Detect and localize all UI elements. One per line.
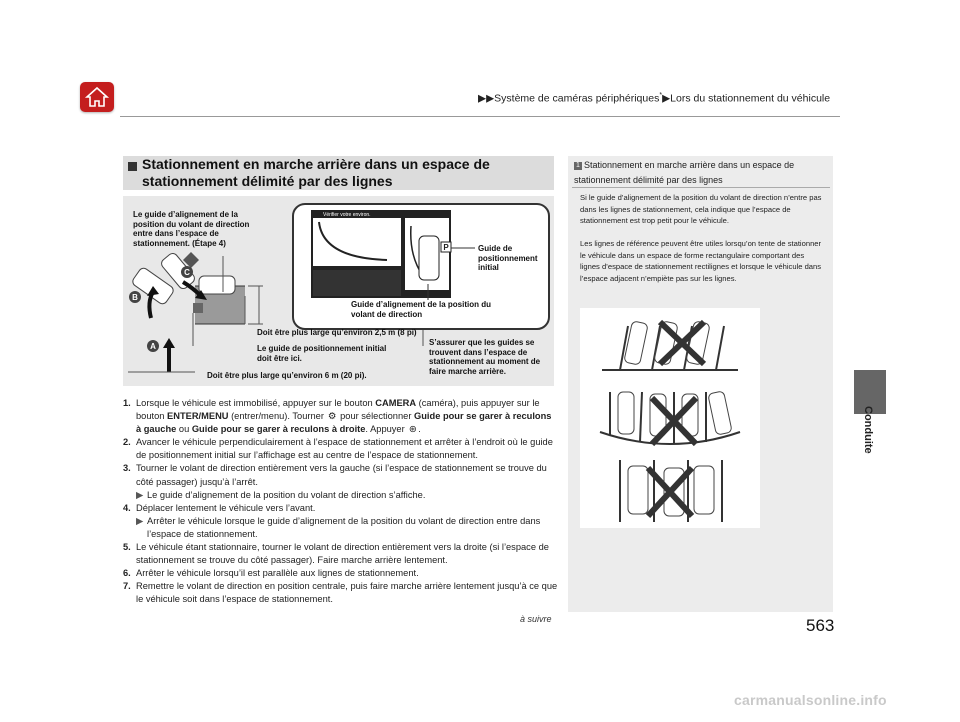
screen-caption: Vérifier votre environ. <box>323 212 371 218</box>
step-2: 2. Avancer le véhicule perpendiculairement à l’espace de stationnement et arrêter à l’endroit où le guide de positionnement initial sur l’affichage est au centre de l’espace de stationnement. <box>123 437 553 461</box>
press-selector-icon: ⊛ <box>408 424 417 435</box>
parking-diagram <box>123 196 554 386</box>
arrow-forward-icon <box>163 338 175 348</box>
label-initial-positioning-guide: Guide de positionnement initial <box>478 244 538 272</box>
breadcrumb-page: Lors du stationnement du véhicule <box>670 92 831 105</box>
guide-square <box>193 303 203 313</box>
label-width-6m: Doit être plus large qu’environ 6 m (20 pi). <box>207 371 367 380</box>
row-2 <box>600 391 740 444</box>
procedure-steps <box>123 397 559 607</box>
result-arrow-icon: ▶ <box>136 489 144 500</box>
home-button[interactable] <box>80 82 114 112</box>
note-marker-icon: 1 <box>574 162 582 170</box>
step-1: 1. Lorsque le véhicule est immobilisé, appuyer sur le bouton CAMERA (caméra), puis appuyer sur le bouton ENTER/MENU (entrer/menu). Tourner ⚙ pour sélectionner Guide pour se garer à reculons à gauche ou Guide pour se garer à reculons à droite. Appuyer ⊛ . <box>123 397 559 436</box>
step-3-result: ▶ Le guide d’alignement de la position du volant de direction s’affiche. <box>136 489 559 502</box>
label-width-2-5m: Doit être plus large qu’environ 2,5 m (8 pi) <box>257 328 417 337</box>
section-title: Stationnement en marche arrière dans un espace de stationnement délimité par des lignes <box>142 156 490 189</box>
marker-p: P <box>443 243 449 252</box>
result-arrow-icon: ▶ <box>136 515 144 526</box>
step-6: 6. Arrêter le véhicule lorsqu’il est parallèle aux lignes de stationnement. <box>123 568 419 579</box>
step-5: 5. Le véhicule étant stationnaire, tourner le volant de direction entièrement vers la droite (si l’espace de stationnement se trouve du côté passager). Faire marche arrière lentement. <box>123 542 549 566</box>
note-separator <box>572 187 830 188</box>
step-3: 3. Tourner le volant de direction entièrement vers la gauche (si l’espace de stationnement se trouve du côté passager) jusqu’à l’arrêt. ▶ Le guide d’alignement de la position du volant de direction s’affiche. <box>123 462 559 501</box>
breadcrumb <box>478 92 830 105</box>
row-1 <box>602 321 738 370</box>
marker-c: C <box>184 268 190 277</box>
step-4-result: ▶ Arrêter le véhicule lorsque le guide d’alignement de la position du volant de direction entre dans l’espace de stationnement. <box>136 515 541 539</box>
breadcrumb-asterisk: * <box>659 92 663 99</box>
breadcrumb-arrow-icon: ▶ <box>662 92 671 105</box>
step-4: 4. Déplacer lentement le véhicule vers l’avant. ▶ Arrêter le véhicule lorsque le guide d’alignement de la position du volant de direction entre dans l’espace de stationnement. <box>123 502 559 541</box>
row-3 <box>620 460 722 522</box>
header-rule <box>120 116 840 117</box>
breadcrumb-section[interactable]: Système de caméras périphériques <box>494 92 660 105</box>
label-steering-alignment-guide: Guide d’alignement de la position du volant de direction <box>351 300 492 319</box>
step-7: 7. Remettre le volant de direction en position centrale, puis faire marche arrière lentement jusqu’à ce que le véhicule soit dans l’espace de stationnement. <box>123 581 558 605</box>
incorrect-parking-svg <box>580 308 760 528</box>
note-title: 1 Stationnement en marche arrière dans un espace de stationnement délimité par des lignes <box>574 160 795 185</box>
breadcrumb-arrow-icon: ▶▶ <box>478 92 495 105</box>
note-paragraph-1: Si le guide d’alignement de la position du volant de direction n’entre pas dans les lignes de stationnement, cela indique que l’espace de stationnement est trop petit pour le véhicule. <box>580 193 822 226</box>
chapter-tab-label: Conduite <box>862 406 874 454</box>
page-number: 563 <box>806 616 835 635</box>
selector-knob-icon: ⚙ <box>327 411 337 422</box>
marker-a: A <box>150 342 156 351</box>
note-paragraph-2: Les lignes de référence peuvent être utiles lorsqu’on tente de stationner le véhicule dans un espace de forme rectangulaire comportant des lignes d’espace de stationnement rectilignes et lorsque le véhicule dans l’espace adjacent n’empiète pas sur les lignes. <box>580 239 822 283</box>
label-ensure-guides: S’assurer que les guides se trouvent dans l’espace de stationnement au moment de faire marche arrière. <box>429 338 541 376</box>
incorrect-parking-illustration <box>580 308 760 528</box>
watermark: carmanualsonline.info <box>734 692 887 708</box>
marker-b: B <box>132 293 138 302</box>
continued-label: à suivre <box>520 614 552 624</box>
section-square-icon <box>128 162 137 171</box>
home-icon <box>80 82 114 112</box>
label-initial-guide-here: Le guide de positionnement initial doit être ici. <box>257 344 387 363</box>
parked-car <box>199 276 235 294</box>
label-steering-guide-step4: Le guide d’alignement de la position du volant de direction entre dans l’espace de stationnement. (Étape 4) <box>133 210 250 248</box>
